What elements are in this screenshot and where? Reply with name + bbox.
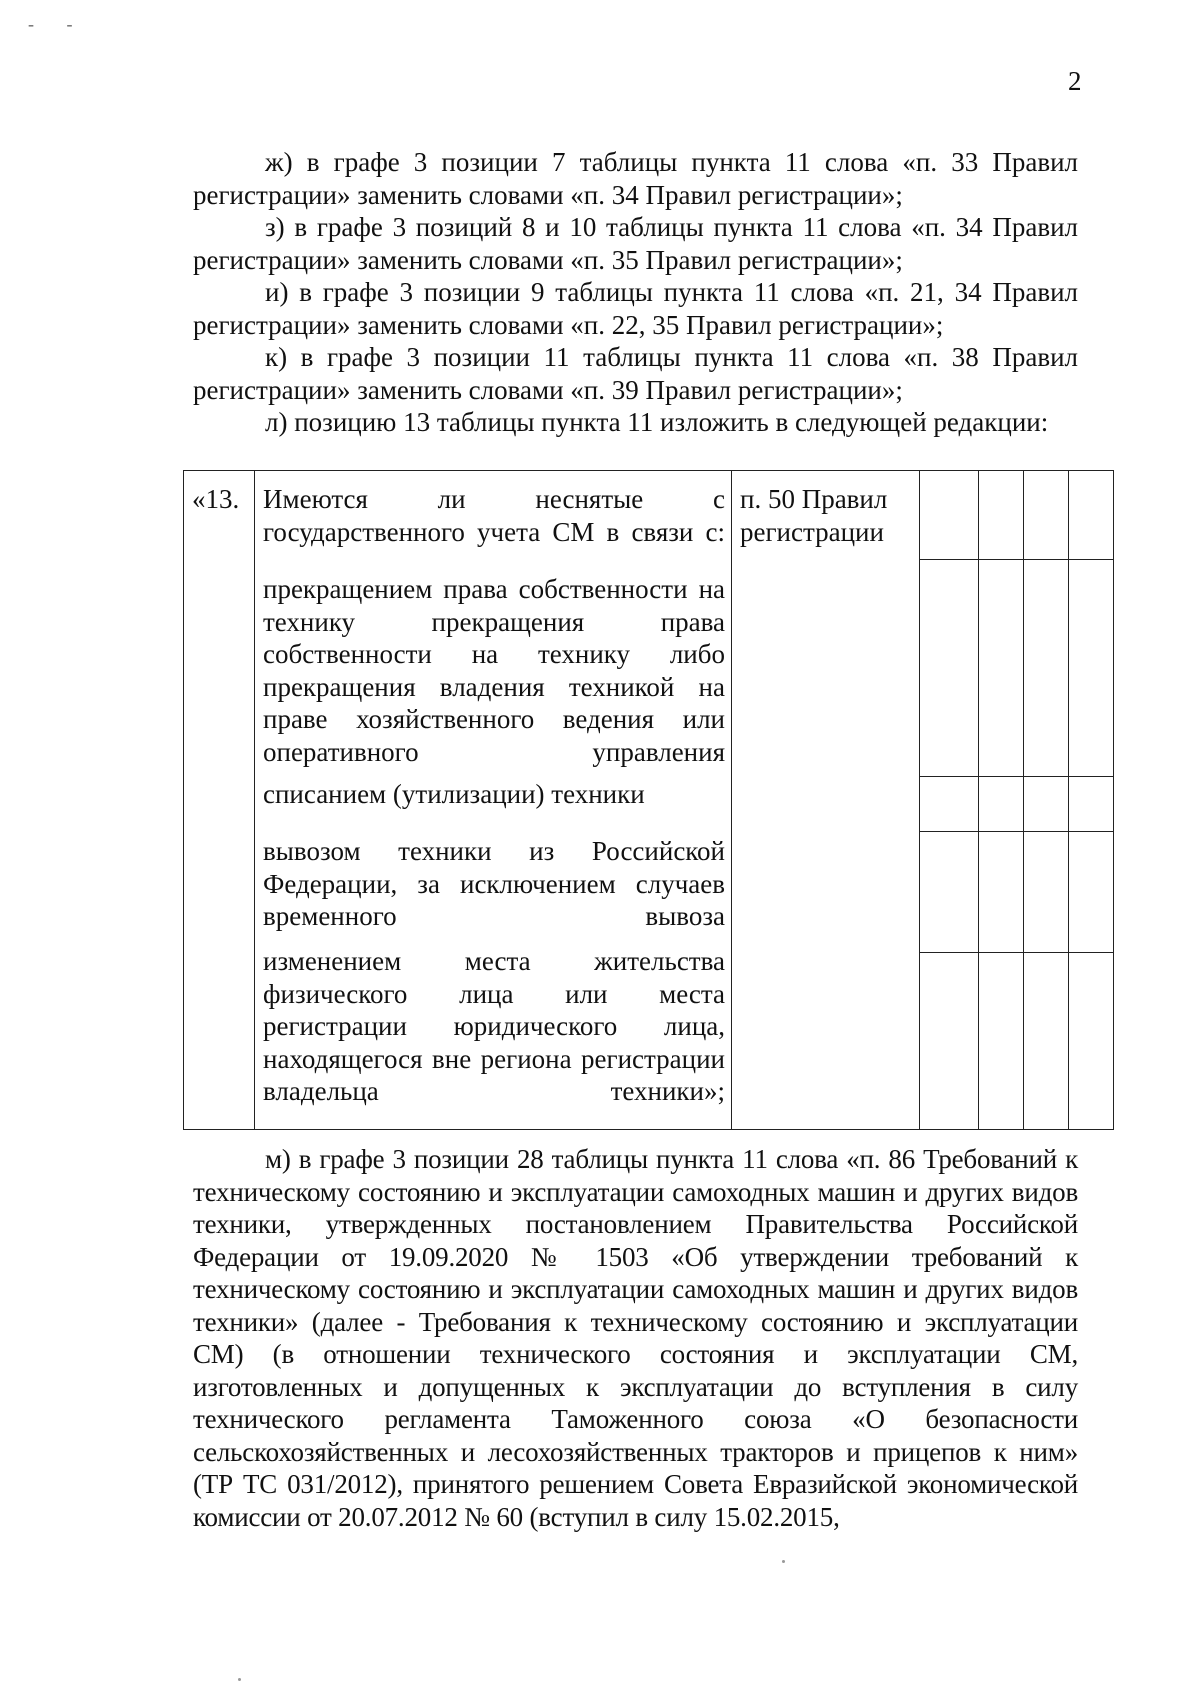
condition-relocation: изменением места жительства физического лица или места регистрации юридического лица, находящегося вне региона регистрации владельца техники»;	[263, 946, 725, 1106]
cell-e-5	[920, 953, 978, 1129]
cell-f-1	[979, 471, 1023, 560]
cell-g-2	[1024, 560, 1068, 777]
condition-ownership: прекращением права собственности на технику прекращения права собственности на технику либо прекращения владения техникой на праве хозяйственного ведения или оперативного управления	[263, 574, 725, 767]
question-text: Имеются ли неснятые с государственного учета СМ в связи с:	[263, 484, 725, 547]
amendment-table	[183, 470, 1114, 1130]
paragraph-l: л) позицию 13 таблицы пункта 11 изложить в следующей редакции:	[265, 407, 1049, 437]
cell-h-3	[1069, 777, 1113, 832]
cell-f-3	[979, 777, 1023, 832]
position-number: «13.	[184, 471, 255, 1130]
cell-h-1	[1069, 471, 1113, 560]
cell-g-1	[1024, 471, 1068, 560]
paragraph-z: з) в графе 3 позиций 8 и 10 таблицы пункта 11 слова «п. 34 Правил регистрации» заменить словами «п. 35 Правил регистрации»;	[193, 212, 1078, 275]
scan-speck	[238, 1678, 241, 1681]
paragraph-m: м) в графе 3 позиции 28 таблицы пункта 11 слова «п. 86 Требований к техническому состоянию и эксплуатации самоходных машин и других видов техники, утвержденных постановлением Правительства Российской Федерации от 19.09.2020 № 1503 «Об утверждении требований к техническому состоянию и эксплуатации самоходных машин и других видов техники» (далее - Требования к техническому состоянию и эксплуатации СМ) (в отношении технического состояния и эксплуатации СМ, изготовленных и допущенных к эксплуатации до вступления в силу технического регламента Таможенного союза «О безопасности сельскохозяйственных и лесохозяйственных тракторов и прицепов к ним» (ТР ТС 031/2012), принятого решением Совета Евразийской экономической комиссии от 20.07.2012 № 60 (вступил в силу 15.02.2015,	[193, 1144, 1078, 1532]
scan-speck	[782, 1560, 785, 1563]
page-number: 2	[1068, 66, 1082, 96]
item-text-column	[255, 471, 732, 1130]
cell-f-2	[979, 560, 1023, 777]
paragraph-zh: ж) в графе 3 позиции 7 таблицы пункта 11 слова «п. 33 Правил регистрации» заменить словами «п. 34 Правил регистрации»;	[193, 147, 1078, 210]
cell-f-4	[979, 832, 1023, 953]
paragraph-i: и) в графе 3 позиции 9 таблицы пункта 11 слова «п. 21, 34 Правил регистрации» заменить словами «п. 22, 35 Правил регистрации»;	[193, 277, 1078, 340]
condition-export: вывозом техники из Российской Федерации, за исключением случаев временного вывоза	[263, 836, 725, 931]
cell-g-4	[1024, 832, 1068, 953]
cell-f-5	[979, 953, 1023, 1129]
column-g	[1024, 471, 1069, 1130]
scan-marks: - -	[28, 14, 87, 34]
cell-g-3	[1024, 777, 1068, 832]
cell-g-5	[1024, 953, 1068, 1129]
column-h	[1069, 471, 1114, 1130]
paragraph-k: к) в графе 3 позиции 11 таблицы пункта 11 слова «п. 38 Правил регистрации» заменить словами «п. 39 Правил регистрации»;	[193, 342, 1078, 405]
condition-writeoff: списанием (утилизации) техники	[263, 779, 645, 809]
rule-reference: п. 50 Правил регистрации	[732, 471, 920, 1130]
column-f	[979, 471, 1024, 1130]
cell-e-2	[920, 560, 978, 777]
cell-h-4	[1069, 832, 1113, 953]
cell-e-3	[920, 777, 978, 832]
cell-h-5	[1069, 953, 1113, 1129]
cell-h-2	[1069, 560, 1113, 777]
cell-e-1	[920, 471, 978, 560]
cell-e-4	[920, 832, 978, 953]
column-e	[920, 471, 979, 1130]
